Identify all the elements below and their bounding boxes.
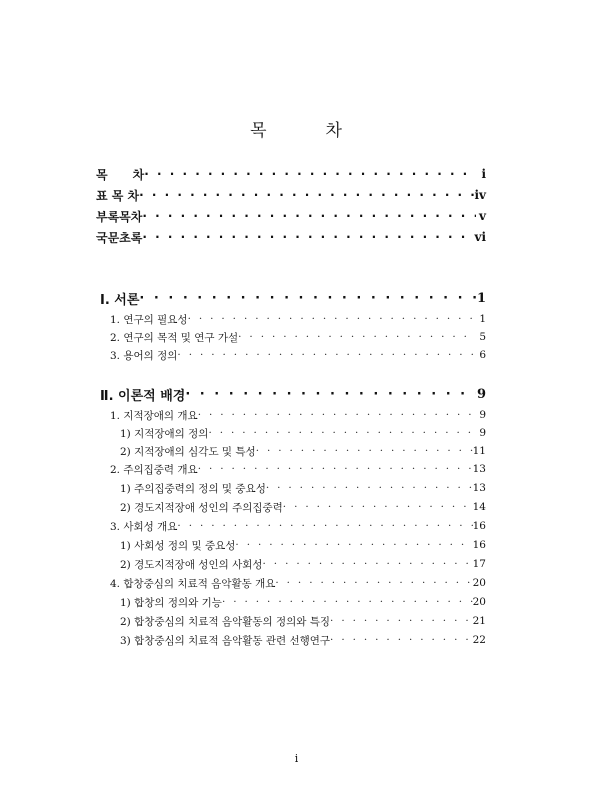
dot-leader [275,577,472,589]
toc-entry-page: 20 [472,577,486,589]
toc-subsection-entry[interactable] [120,631,486,649]
toc-entry-page: 9 [479,427,486,439]
toc-chapter-label: Ⅰ. 서론 [100,292,140,308]
toc-section-entry[interactable] [110,328,486,346]
toc-section-entry[interactable] [110,310,486,328]
toc-section-entry[interactable] [110,574,486,592]
toc-chapter-page: 9 [476,386,486,402]
toc-entry-page: 13 [472,463,486,475]
dot-leader [144,167,476,181]
toc-entry-page: 13 [472,482,486,494]
dot-leader [139,188,474,202]
toc-chapter-page: 1 [476,290,486,306]
toc-chapter-heading[interactable] [100,289,486,307]
toc-chapter-heading[interactable] [100,385,486,403]
dot-leader [177,349,474,361]
toc-entry-label: 3. 용어의 정의 [110,349,178,362]
toc-entry-page: 20 [472,596,486,608]
toc-entry-label: 1) 지적장애의 정의 [120,427,209,440]
toc-entry-label: 2) 지적장애의 심각도 및 특성 [120,445,256,458]
toc-entry-front-matter[interactable] [96,207,486,225]
toc-entry-page: 1 [479,313,486,325]
toc-entry-page: 16 [472,539,486,551]
dot-leader [177,520,472,532]
page-title [0,116,593,141]
toc-entry-page: 22 [472,634,486,646]
toc-entry-label: 2) 경도지적장애 성인의 사회성 [120,558,263,571]
toc-subsection-entry[interactable] [120,593,486,611]
toc-entry-front-matter[interactable] [96,228,486,246]
toc-section-entry[interactable] [110,346,486,364]
dot-leader [185,387,476,402]
toc-entry-label: 2. 주의집중력 개요 [110,463,198,476]
toc-section-entry[interactable] [110,406,486,424]
toc-entry-page: 9 [479,409,486,421]
toc-entry-page: i [481,167,486,181]
toc-entry-page: 5 [479,331,486,343]
toc-entry-label: 4. 합창중심의 치료적 음악활동 개요 [110,577,276,590]
toc-entry-page: 6 [479,349,486,361]
toc-subsection-entry[interactable] [120,612,486,630]
dot-leader [330,634,473,646]
dot-leader [283,501,473,513]
toc-entry-label: 2. 연구의 목적 및 연구 가설 [110,331,239,344]
toc-section-entry[interactable] [110,517,486,535]
toc-entry-label: 2) 합창중심의 치료적 음악활동의 정의와 특징 [120,615,331,628]
dot-leader [330,615,473,627]
toc-subsection-entry[interactable] [120,536,486,554]
toc-subsection-entry[interactable] [120,498,486,516]
toc-section-entry[interactable] [110,460,486,478]
toc-subsection-entry[interactable] [120,424,486,442]
dot-leader [238,331,474,343]
dot-leader [263,558,473,570]
page-number: i [294,752,299,765]
toc-chapter-label: Ⅱ. 이론적 배경 [100,388,186,404]
title-left: 목 [250,121,268,141]
toc-entry-page: 17 [472,558,486,570]
dot-leader [188,313,474,325]
dot-leader [139,291,476,306]
dot-leader [256,445,473,457]
toc-subsection-entry[interactable] [120,479,486,497]
dot-leader [142,209,476,223]
title-right: 차 [325,121,343,141]
dot-leader [266,482,473,494]
dot-leader [198,463,473,475]
dot-leader [142,230,474,244]
dot-leader [208,427,474,439]
toc-entry-label: 표 목 차 [96,188,140,203]
toc-entry-label: 2) 경도지적장애 성인의 주의집중력 [120,501,283,514]
toc-entry-page: 11 [472,445,486,457]
toc-entry-page: vi [474,230,486,244]
toc-entry-label: 국문초록 [96,230,143,245]
toc-subsection-entry[interactable] [120,442,486,460]
toc-entry-label: 1) 합창의 정의와 기능 [120,596,222,609]
toc-entry-page: 21 [472,615,486,627]
toc-entry-label: 3. 사회성 개요 [110,520,178,533]
dot-leader [198,409,474,421]
toc-entry-front-matter[interactable] [96,186,486,204]
toc-entry-label: 목 차 [96,167,145,182]
toc-entry-page: v [479,209,486,223]
toc-entry-label: 1) 주의집중력의 정의 및 중요성 [120,482,266,495]
toc-entry-label: 1. 연구의 필요성 [110,313,188,326]
toc-entry-label: 1) 사회성 정의 및 중요성 [120,539,236,552]
dot-leader [222,596,473,608]
toc-subsection-entry[interactable] [120,555,486,573]
toc-entry-page: 16 [472,520,486,532]
toc-entry-front-matter[interactable] [96,165,486,183]
dot-leader [235,539,472,551]
toc-entry-label: 부록목차 [96,209,143,224]
toc-entry-label: 3) 합창중심의 치료적 음악활동 관련 선행연구 [120,634,331,647]
toc-entry-label: 1. 지적장애의 개요 [110,409,198,422]
toc-entry-page: 14 [472,501,486,513]
toc-entry-page: iv [474,188,486,202]
